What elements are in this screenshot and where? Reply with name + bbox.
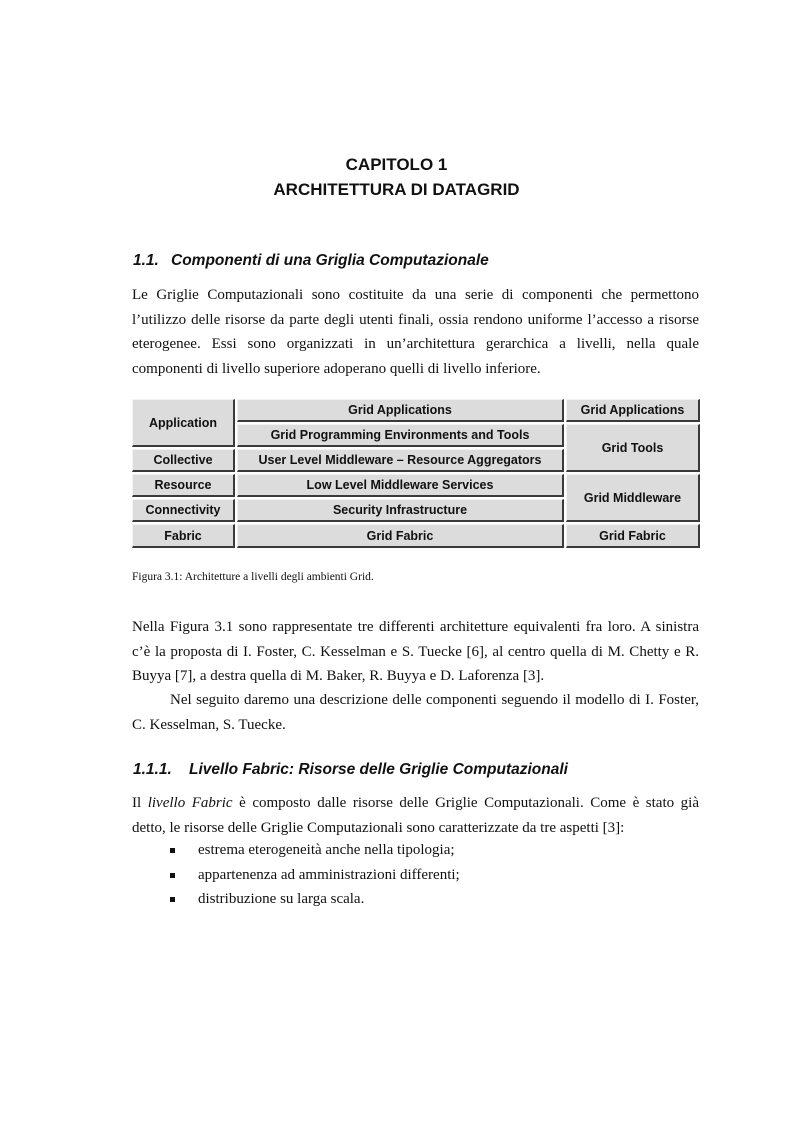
bullet-icon [170,897,175,902]
resource-aspects-list [170,838,460,912]
layer-security-infrastructure: Security Infrastructure [237,499,564,522]
chapter-number: CAPITOLO 1 [345,155,448,174]
subsection-title: Livello Fabric: Risorse delle Griglie Computazionali [189,761,568,778]
intro-paragraph: Le Griglie Computazionali sono costituite da una serie di componenti che permettono l’utilizzo delle risorse da parte degli utenti finali, ossia rendono uniforme l’accesso a risorse eterogenee. Essi sono organizzati in un’architettura gerarchica a livelli, nella quale componenti di livello superiore adoperano quelli di livello inferiore. [132,287,699,377]
fabric-paragraph-rest: è composto dalle risorse delle Griglie Computazionali. Come è stato già detto, le risorse delle Griglie Computazionali sono caratterizzate da tre aspetti [3]: [132,795,700,836]
layer-collective: Collective [132,449,235,472]
list-item [170,887,460,912]
list-item-text: distribuzione su larga scala. [198,891,365,907]
list-item-text: estrema eterogeneità anche nella tipologia; [198,842,455,858]
list-item [170,838,460,863]
bullet-icon [170,873,175,878]
layer-grid-middleware: Grid Middleware [566,474,700,522]
chapter-title: ARCHITETTURA DI DATAGRID [273,180,520,199]
figure-caption: Figura 3.1: Architetture a livelli degli ambienti Grid. [132,571,374,583]
section-heading-1-1 [133,252,489,270]
section-title: Componenti di una Griglia Computazionale [171,252,489,269]
layer-user-level-middleware: User Level Middleware – Resource Aggregators [237,449,564,472]
layer-grid-applications-right: Grid Applications [566,399,700,422]
layer-programming-environments: Grid Programming Environments and Tools [237,424,564,447]
layer-grid-fabric-center: Grid Fabric [237,524,564,548]
layer-grid-fabric-right: Grid Fabric [566,524,700,548]
paragraph-architectures: Nella Figura 3.1 sono rappresentate tre differenti architetture equivalenti fra loro. A sinistra c’è la proposta di I. Foster, C. Kesselman e S. Tuecke [6], al centro quella di M. Chetty e R. Buyya [7], a destra quella di M. Baker, R. Buyya e D. Laforenza [3]. [132,619,699,684]
layer-low-level-middleware: Low Level Middleware Services [237,474,564,497]
section-heading-1-1-1 [133,761,568,779]
paragraph-model: Nel seguito daremo una descrizione delle componenti seguendo il modello di I. Foster, C. Kesselman, S. Tuecke. [132,692,699,733]
fabric-paragraph-prefix: Il [132,795,148,811]
section-number: 1.1. [133,252,159,269]
list-item-text: appartenenza ad amministrazioni differenti; [198,866,460,883]
layer-application: Application [132,399,235,447]
fabric-term: livello Fabric [147,795,233,811]
layer-fabric: Fabric [132,524,235,548]
list-item [170,863,460,888]
layer-resource: Resource [132,474,235,497]
subsection-number: 1.1.1. [133,761,172,778]
fabric-paragraph [132,791,699,840]
layer-connectivity: Connectivity [132,499,235,522]
bullet-icon [170,848,175,853]
layer-grid-tools: Grid Tools [566,424,700,472]
layer-grid-applications-center: Grid Applications [237,399,564,422]
